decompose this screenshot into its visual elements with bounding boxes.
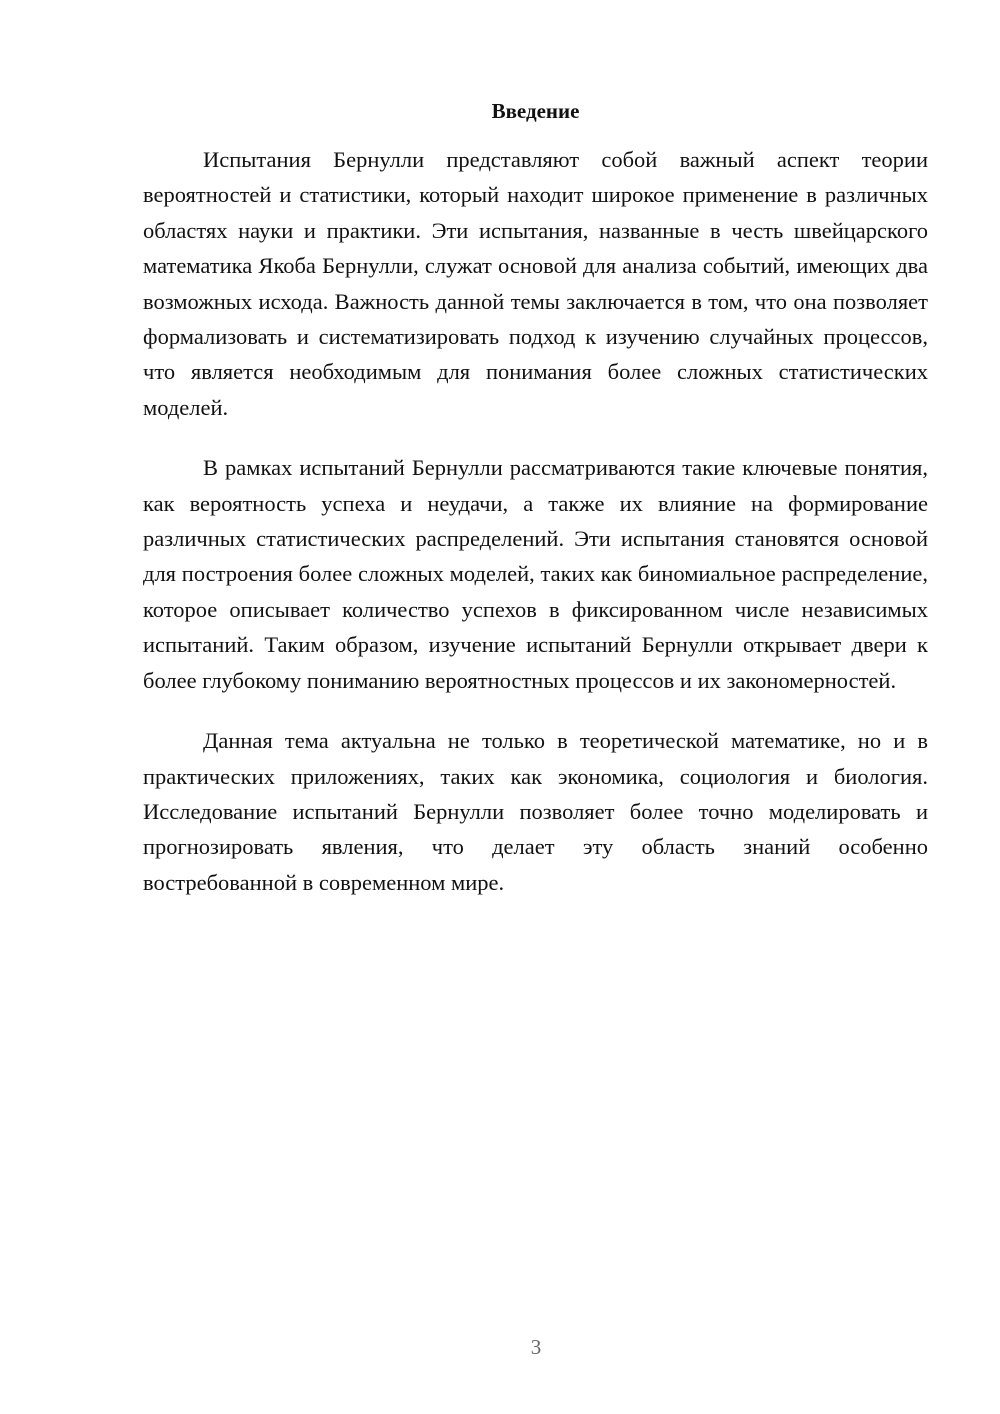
paragraph-3: Данная тема актуальна не только в теоретической математике, но и в практических приложениях, таких как экономика, социология и биология. Исследование испытаний Бернулли позволяет более точно моделировать и прогнозировать явления, что делает эту область знаний особенно востребованной в современном мире. [143, 728, 928, 895]
section-heading: Введение [491, 99, 580, 123]
paragraph-2: В рамках испытаний Бернулли рассматриваются такие ключевые понятия, как вероятность успеха и неудачи, а также их влияние на формирование различных статистических распределений. Эти испытания становятся основой для построения более сложных моделей, таких как биномиальное распределение, которое описывает количество успехов в фиксированном числе независимых испытаний. Таким образом, изучение испытаний Бернулли открывает двери к более глубокому пониманию вероятностных процессов и их закономерностей. [143, 455, 928, 693]
paragraph-1: Испытания Бернулли представляют собой важный аспект теории вероятностей и статистики, который находит широкое применение в различных областях науки и практики. Эти испытания, названные в честь швейцарского математика Якоба Бернулли, служат основой для анализа событий, имеющих два возможных исхода. Важность данной темы заключается в том, что она позволяет формализовать и систематизировать подход к изучению случайных процессов, что является необходимым для понимания более сложных статистических моделей. [143, 147, 928, 420]
body-text [143, 142, 928, 925]
page-number: 3 [530, 1335, 542, 1359]
